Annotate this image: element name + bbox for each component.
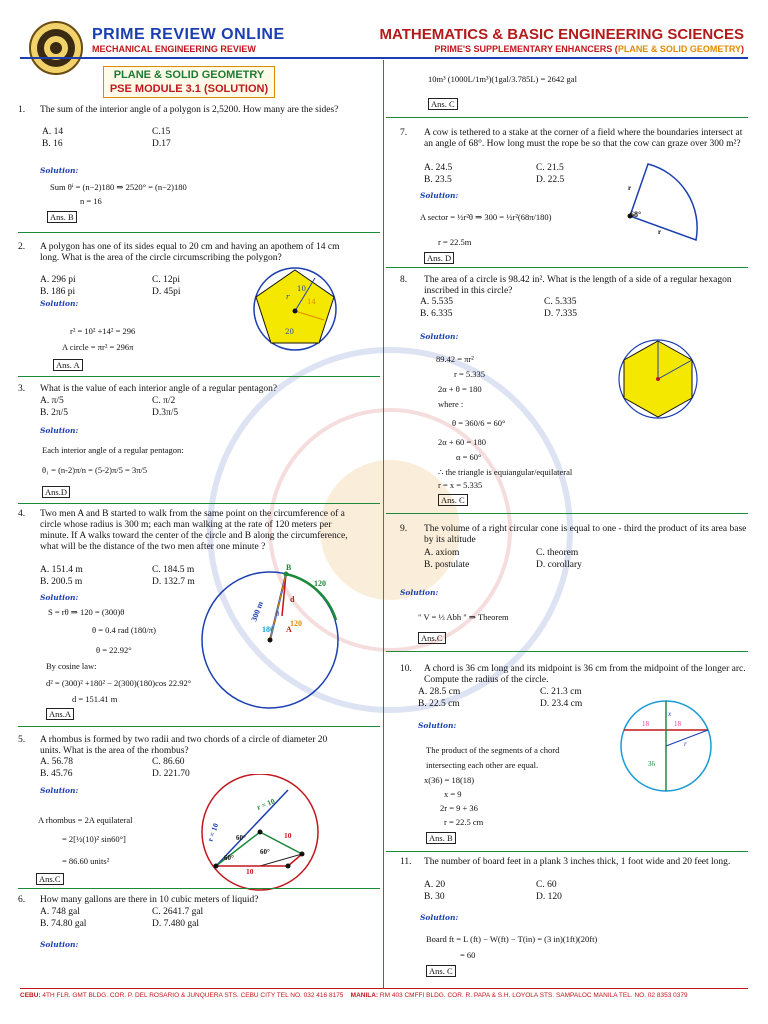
- footer-cebu-address: 4TH FLR. GMT BLDG. COR. P. DEL ROSARIO & JUNQUERA STS. CEBU CITY TEL NO. 032 416 8175: [40, 992, 344, 999]
- q11-number: 11.: [400, 857, 412, 867]
- q9-math-1: " V = ⅓ Abh " ⇒ Theorem: [418, 612, 509, 622]
- pentagon-label-b: 14: [307, 298, 316, 306]
- divider: [18, 376, 380, 377]
- q9-answer: Ans.C: [418, 632, 446, 644]
- q6-solution-label: Solution:: [40, 940, 79, 949]
- q6-option-b: B. 74.80 gal: [40, 919, 87, 929]
- q3-number: 3.: [18, 384, 26, 394]
- q4-option-d: D. 132.7 m: [152, 577, 195, 587]
- q7-option-d: D. 22.5: [536, 175, 565, 185]
- q1-answer: Ans. B: [47, 211, 77, 223]
- q1-number: 1.: [18, 105, 26, 115]
- q8-math-3: 2α + θ = 180: [438, 384, 482, 394]
- q3-text: What is the value of each interior angle of a regular pentagon?: [40, 384, 278, 394]
- q5-option-d: D. 221.70: [152, 769, 190, 779]
- q8-math-5: θ = 360/6 = 60°: [452, 418, 506, 428]
- q5-option-a: A. 56.78: [40, 757, 73, 767]
- sector-radius-1: r: [628, 184, 632, 192]
- q5-number: 5.: [18, 735, 26, 745]
- q8-math-2: r = 5.335: [454, 369, 485, 379]
- q4-solution-label: Solution:: [40, 593, 79, 602]
- q3-option-c: C. π/2: [152, 396, 176, 406]
- footer-addresses: [20, 992, 688, 999]
- pentagon-label-a: 10: [297, 285, 306, 293]
- q4-option-b: B. 200.5 m: [40, 577, 83, 587]
- q7-text: A cow is tethered to a stake at the corner of a field where the boundaries intersect at an angle of 68°. How long must the rope be so that the cow can graze over 300 m²?: [424, 128, 743, 149]
- q6-math-1: 10m³ (1000L/1m³)(1gal/3.785L) = 2642 gal: [428, 74, 577, 84]
- divider: [386, 851, 748, 852]
- angle-label-3: 60°: [260, 848, 270, 856]
- q4-option-a: A. 151.4 m: [40, 565, 83, 575]
- q10-math-2: intersecting each other are equal.: [426, 760, 539, 770]
- angle-label-2: 60°: [224, 854, 234, 862]
- q8-math-1: 89.42 = πr²: [436, 354, 474, 364]
- walking-circle-figure: [198, 560, 348, 710]
- q8-math-7: α = 60°: [456, 452, 482, 462]
- q9-option-b: B. postulate: [424, 560, 470, 570]
- q1-text: The sum of the interior angle of a polygon is 2,5200. How many are the sides?: [40, 105, 339, 115]
- label-theta: θ: [276, 610, 280, 618]
- q5-text: A rhombus is formed by two radii and two chords of a circle of diameter 20 units. What is the area of the rhombus?: [40, 735, 328, 756]
- sector-figure: [618, 160, 718, 242]
- divider: [386, 513, 748, 514]
- divider: [18, 888, 380, 889]
- q6-option-d: D. 7.480 gal: [152, 919, 199, 929]
- q2-text: A polygon has one of its sides equal to 20 cm and having an apothem of 14 cm long. What is the area of the circle circumscribing the polygon?: [40, 242, 340, 263]
- q10-math-3: x(36) = 18(18): [424, 775, 475, 785]
- q4-math-1: S = rθ ⇒ 120 = (300)θ: [48, 607, 125, 617]
- q3-option-a: A. π/5: [40, 396, 64, 406]
- q6-text: How many gallons are there in 10 cubic meters of liquid?: [40, 895, 259, 905]
- radius-300-label: 300 m: [249, 600, 265, 623]
- q10-math-4: x = 9: [444, 789, 462, 799]
- column-divider: [383, 60, 384, 988]
- footer-manila-label: MANILA:: [350, 992, 379, 999]
- q8-text: The area of a circle is 98.42 in². What is the length of a side of a regular hexagon inscribed in this circle?: [424, 275, 732, 296]
- q9-number: 9.: [400, 524, 408, 534]
- q11-solution-label: Solution:: [420, 913, 459, 922]
- q6-option-a: A. 748 gal: [40, 907, 80, 917]
- angle-label-1: 60°: [236, 834, 246, 842]
- footer-manila-address: RM 403 CMFFI BLDG. COR. R. PAPA & S.H. LOYOLA STS. SAMPALOC MANILA TEL. NO. 02 8353 0379: [378, 992, 688, 999]
- q7-solution-label: Solution:: [420, 191, 459, 200]
- brand-subtitle: MECHANICAL ENGINEERING REVIEW: [92, 44, 256, 54]
- q2-math-1: r² = 10² +14² = 296: [70, 326, 136, 336]
- q3-option-d: D.3π/5: [152, 408, 179, 418]
- q11-text: The number of board feet in a plank 3 inches thick, 1 foot wide and 20 feet long.: [424, 857, 731, 867]
- q2-math-2: A circle = πr² = 296π: [62, 342, 134, 352]
- header-divider: [20, 57, 748, 59]
- q11-math-2: = 60: [460, 950, 476, 960]
- point-b-label: B: [286, 563, 292, 572]
- q5-math-3: = 86.60 units²: [62, 856, 110, 866]
- prime-logo: [28, 20, 84, 76]
- q8-math-9: r = x = 5.335: [438, 480, 483, 490]
- q2-option-b: B. 186 pi: [40, 287, 76, 297]
- q9-option-d: D. corollary: [536, 560, 582, 570]
- q1-option-c: C.15: [152, 127, 171, 137]
- chord-label-r: r: [684, 740, 687, 748]
- q10-option-a: A. 28.5 cm: [418, 687, 461, 697]
- q4-math-3: θ = 22.92°: [96, 645, 132, 655]
- q1-option-d: D.17: [152, 139, 171, 149]
- q5-option-b: B. 45.76: [40, 769, 73, 779]
- q8-option-d: D. 7.335: [544, 309, 577, 319]
- chord-circle-figure: [618, 698, 714, 794]
- q11-option-d: D. 120: [536, 892, 562, 902]
- q3-solution-label: Solution:: [40, 426, 79, 435]
- side-label-right: 10: [284, 831, 292, 840]
- q6-number: 6.: [18, 895, 26, 905]
- q2-option-c: C. 12pi: [152, 275, 180, 285]
- q4-math-4: By cosine law:: [46, 661, 97, 671]
- q10-math-5: 2r = 9 + 36: [440, 803, 478, 813]
- divider: [18, 232, 380, 233]
- q3-math-1: Each interior angle of a regular pentagon:: [42, 445, 184, 455]
- pentagon-figure: [252, 266, 338, 352]
- q10-solution-label: Solution:: [418, 721, 457, 730]
- q9-option-c: C. theorem: [536, 548, 579, 558]
- q1-option-a: A. 14: [42, 127, 64, 137]
- subject-subtitle: PRIME'S SUPPLEMENTARY ENHANCERS (PLANE & SOLID GEOMETRY): [434, 44, 744, 54]
- label-180: 180: [262, 625, 274, 634]
- q7-option-c: C. 21.5: [536, 163, 564, 173]
- label-d: d: [290, 595, 295, 604]
- q8-option-b: B. 6.335: [420, 309, 453, 319]
- q5-math-1: A rhombus = 2A equilateral: [38, 815, 133, 825]
- module-title-box: [103, 66, 275, 98]
- subject-title: MATHEMATICS & BASIC ENGINEERING SCIENCES: [379, 26, 744, 43]
- footer-divider: [20, 988, 748, 989]
- q8-math-6: 2α + 60 = 180: [438, 437, 487, 447]
- sector-angle-label: 68°: [630, 210, 642, 219]
- q4-number: 4.: [18, 509, 26, 519]
- q11-option-c: C. 60: [536, 880, 557, 890]
- q10-text: A chord is 36 cm long and its midpoint is 36 cm from the midpoint of the longer arc. Compute the radius of the circle.: [424, 664, 746, 685]
- q4-math-5: d² = (300)² +180² − 2(300)(180)cos 22.92°: [46, 678, 192, 688]
- divider: [18, 503, 380, 504]
- q11-math-1: Board ft = L (ft) − W(ft) − T(in) = (3 in)(1ft)(20ft): [426, 934, 598, 944]
- chord-label-left: 18: [642, 720, 649, 728]
- rhombus-figure: [196, 774, 326, 892]
- q8-option-a: A. 5.535: [420, 297, 453, 307]
- chord-label-36: 36: [648, 760, 655, 768]
- hexagon-figure: [596, 338, 722, 420]
- q6-answer: Ans. C: [428, 98, 458, 110]
- q10-math-6: r = 22.5 cm: [444, 817, 484, 827]
- q8-math-4: where :: [438, 399, 464, 409]
- q3-math-2: θ₁ = (n-2)π/n = (5-2)π/5 = 3π/5: [42, 465, 148, 475]
- q7-number: 7.: [400, 128, 408, 138]
- pentagon-label-r: r: [286, 293, 290, 301]
- q4-text: Two men A and B started to walk from the same point on the circumference of a circle whose radius is 300 m; each man walking at the rate of 120 meters per minute. If A walks toward the center of the circle and B along the circumference, what will be the distance of the two men after one minute ?: [40, 509, 348, 552]
- q10-math-1: The product of the segments of a chord: [426, 745, 560, 755]
- q4-answer: Ans.A: [46, 708, 74, 720]
- q5-solution-label: Solution:: [40, 786, 79, 795]
- pentagon-label-c: 20: [285, 328, 294, 336]
- q5-answer: Ans.C: [36, 873, 64, 885]
- q10-option-c: C. 21.3 cm: [540, 687, 582, 697]
- divider: [18, 726, 380, 727]
- q2-option-a: A. 296 pi: [40, 275, 76, 285]
- footer-cebu-label: CEBU:: [20, 992, 41, 999]
- q8-solution-label: Solution:: [420, 332, 459, 341]
- brand-title: PRIME REVIEW ONLINE: [92, 26, 285, 43]
- q8-math-8: ∴ the triangle is equiangular/equilateral: [438, 467, 573, 477]
- q11-option-b: B. 30: [424, 892, 445, 902]
- q3-option-b: B. 2π/5: [40, 408, 69, 418]
- q2-solution-label: Solution:: [40, 299, 79, 308]
- divider: [386, 267, 748, 268]
- q7-answer: Ans. D: [424, 252, 454, 264]
- q7-option-a: A. 24.5: [424, 163, 453, 173]
- q9-solution-label: Solution:: [400, 588, 439, 597]
- q5-option-c: C. 86.60: [152, 757, 185, 767]
- q8-answer: Ans. C: [438, 494, 468, 506]
- q10-option-b: B. 22.5 cm: [418, 699, 460, 709]
- q7-math-1: A sector = ½r²θ ⇒ 300 = ½r²(68π/180): [420, 212, 552, 222]
- q10-option-d: D. 23.4 cm: [540, 699, 583, 709]
- q1-option-b: B. 16: [42, 139, 63, 149]
- q6-option-c: C. 2641.7 gal: [152, 907, 204, 917]
- q9-option-a: A. axiom: [424, 548, 460, 558]
- radius-label-left: r = 10: [205, 822, 221, 843]
- q4-math-2: θ = 0.4 rad (180/π): [92, 625, 156, 635]
- q10-number: 10.: [400, 664, 412, 674]
- q4-option-c: C. 184.5 m: [152, 565, 195, 575]
- point-a-label: A: [286, 625, 292, 634]
- q8-option-c: C. 5.335: [544, 297, 577, 307]
- arc-120-label: 120: [314, 579, 326, 588]
- chord-label-right: 18: [674, 720, 681, 728]
- q9-text: The volume of a right circular cone is equal to one - third the product of its area base by its altitude: [424, 524, 747, 545]
- q7-math-2: r = 22.5m: [438, 237, 472, 247]
- divider: [386, 117, 748, 118]
- q8-number: 8.: [400, 275, 408, 285]
- q2-number: 2.: [18, 242, 26, 252]
- q1-math-2: n = 16: [80, 196, 102, 206]
- q1-math-1: Sum θⁱ = (n−2)180 ⇒ 2520° = (n−2)180: [50, 182, 187, 192]
- q5-math-2: = 2[½(10)² sin60°]: [62, 834, 126, 844]
- radius-label-top: r = 10: [255, 796, 277, 812]
- sector-radius-2: r: [658, 228, 662, 236]
- chord-label-x: x: [668, 710, 672, 718]
- q10-answer: Ans. B: [426, 832, 456, 844]
- q11-answer: Ans. C: [426, 965, 456, 977]
- q7-option-b: B. 23.5: [424, 175, 452, 185]
- label-120: 120: [290, 619, 302, 628]
- module-line-2: PSE MODULE 3.1 (SOLUTION): [109, 83, 269, 95]
- module-line-1: PLANE & SOLID GEOMETRY: [113, 69, 265, 81]
- q1-solution-label: Solution:: [40, 166, 79, 175]
- side-label-bottom: 10: [246, 867, 254, 876]
- q4-math-6: d = 151.41 m: [72, 694, 118, 704]
- q2-answer: Ans. A: [53, 359, 83, 371]
- q3-answer: Ans.D: [42, 486, 70, 498]
- q2-option-d: D. 45pi: [152, 287, 181, 297]
- q11-option-a: A. 20: [424, 880, 446, 890]
- divider: [386, 651, 748, 652]
